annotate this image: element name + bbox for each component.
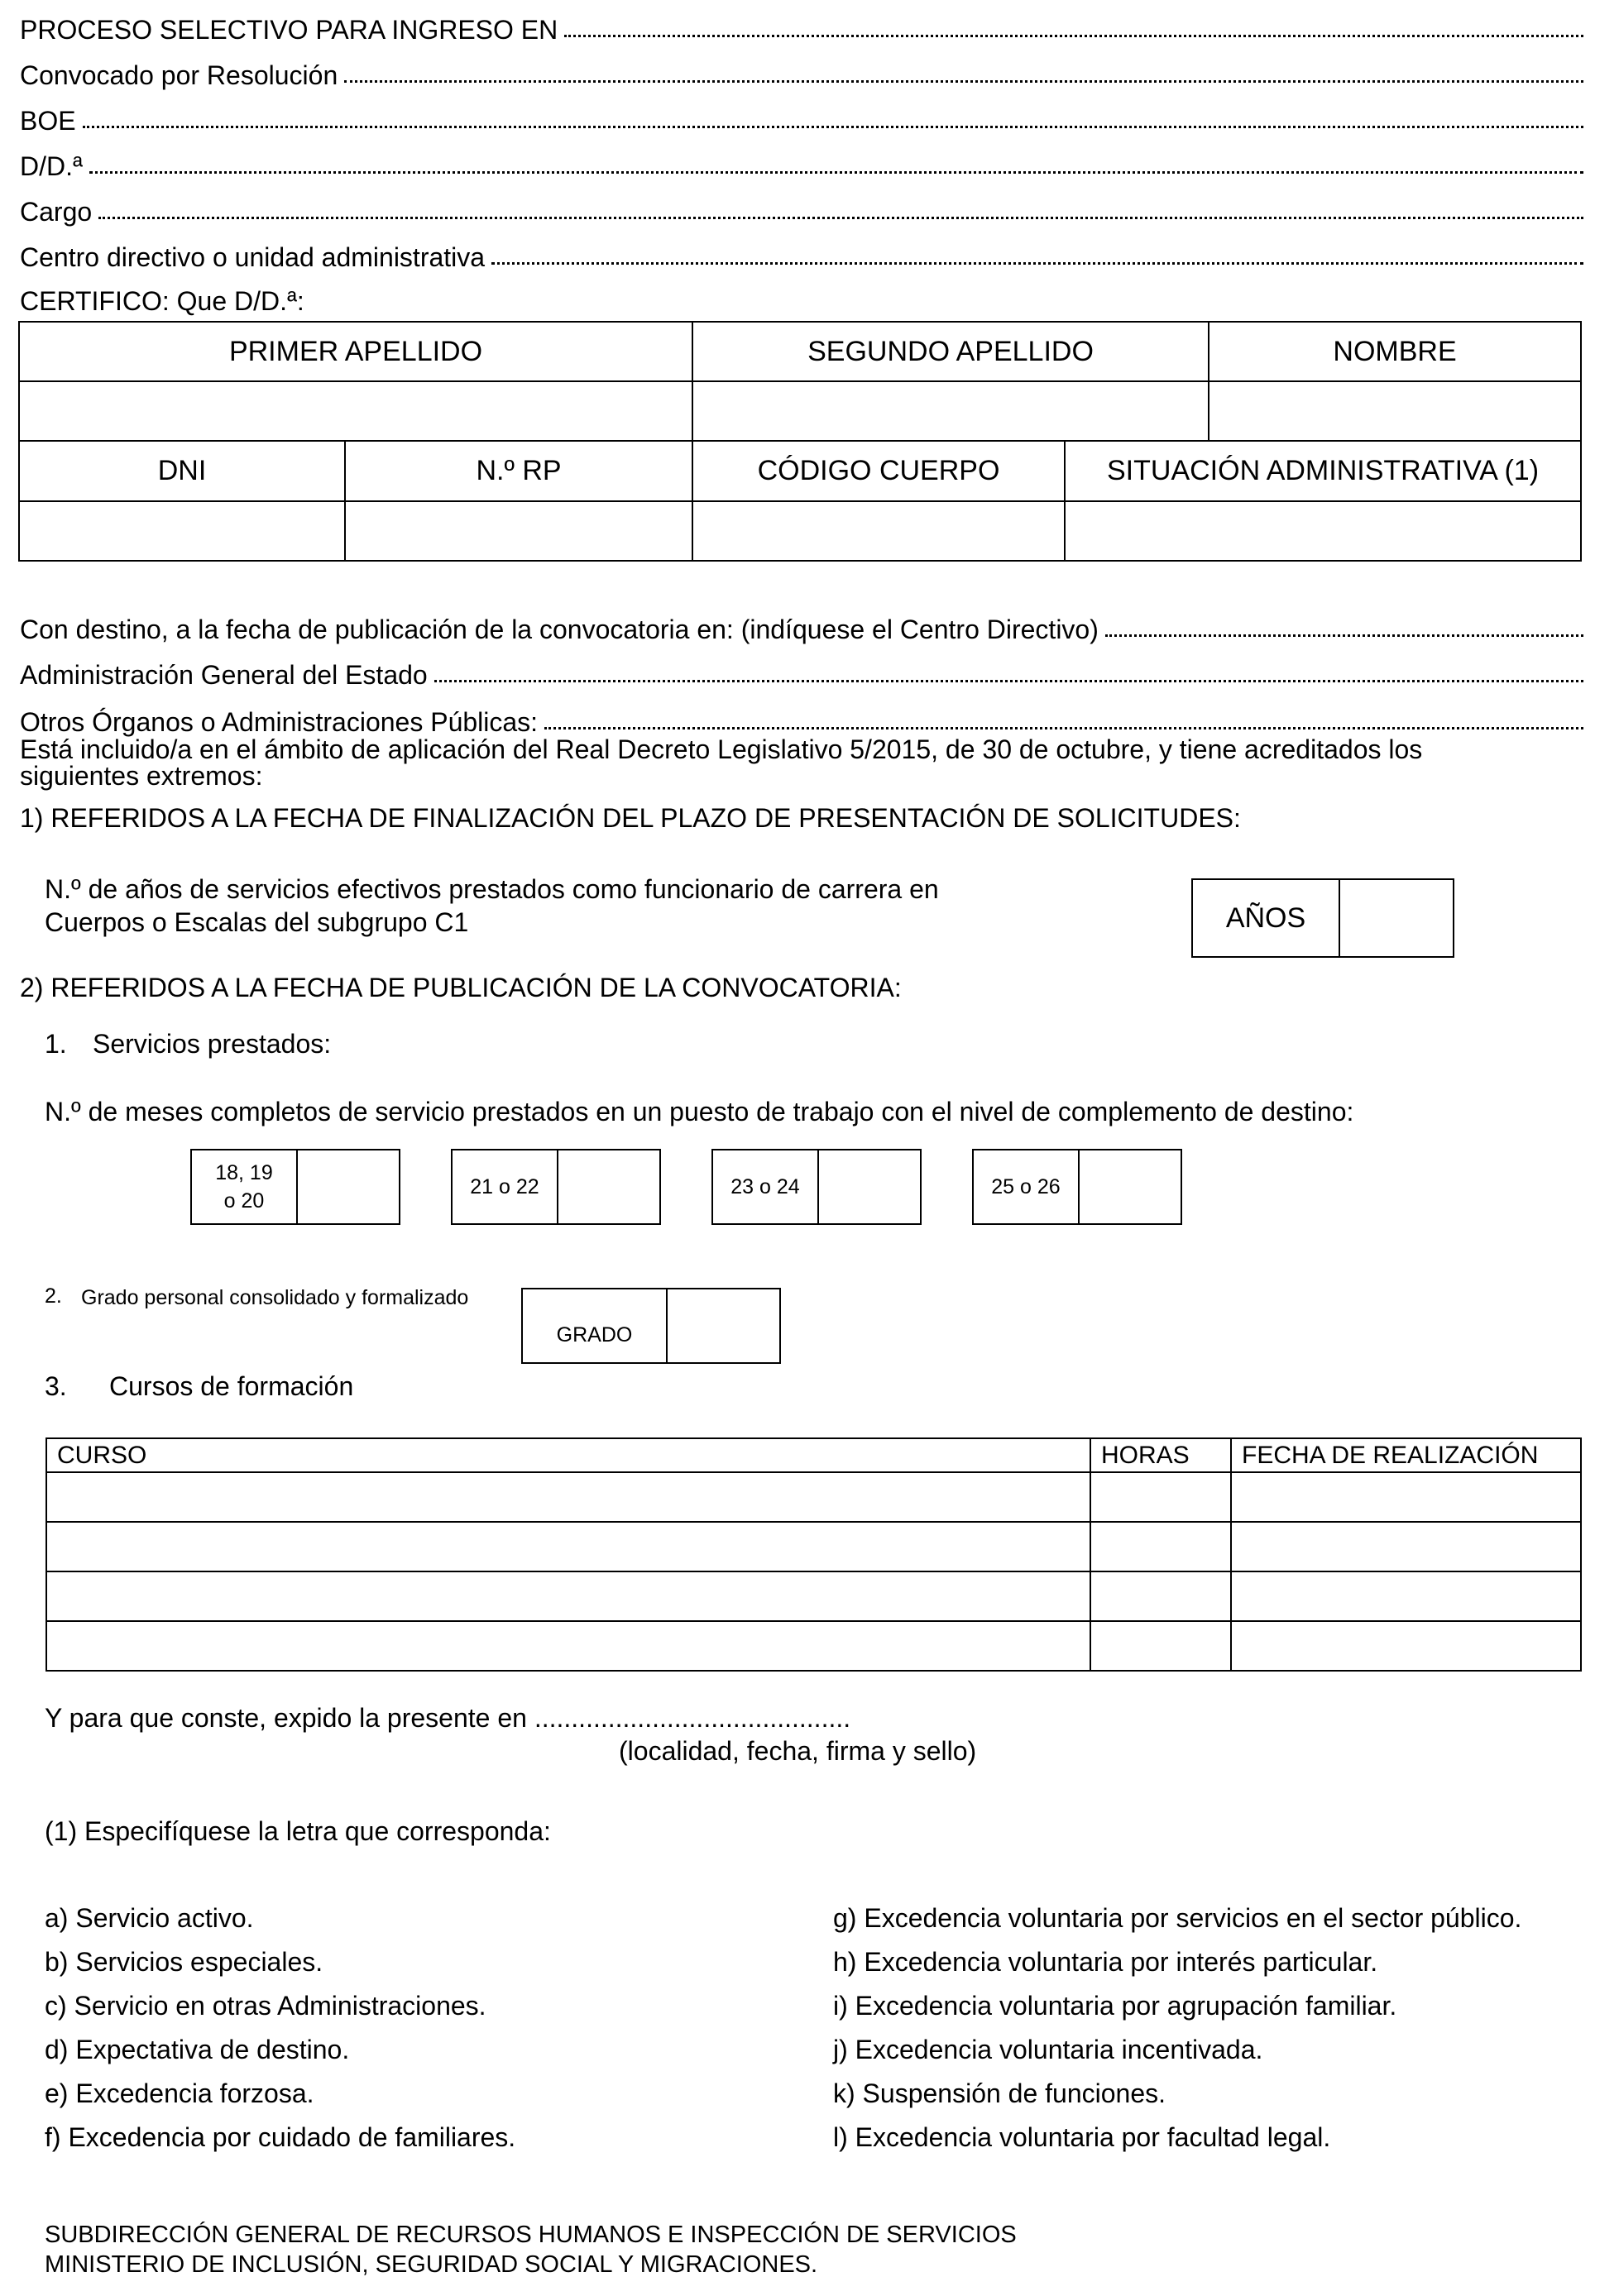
grado-box: [521, 1288, 781, 1364]
course-date-cell[interactable]: [1231, 1621, 1581, 1671]
conste-text: Y para que conste, expido la presente en ...........................................: [45, 1703, 851, 1733]
item2-number: 2.: [45, 1284, 62, 1308]
input-codigo-cuerpo[interactable]: [692, 501, 1065, 561]
header-curso: CURSO: [46, 1438, 1090, 1472]
field-label: Administración General del Estado: [20, 660, 428, 690]
course-date-cell[interactable]: [1231, 1522, 1581, 1571]
course-date-cell[interactable]: [1231, 1571, 1581, 1621]
item3-label: Cursos de formación: [109, 1371, 354, 1401]
field-label: Convocado por Resolución: [20, 60, 338, 90]
level-box-21-22: [451, 1149, 661, 1225]
footer: [45, 2220, 1017, 2279]
item2-label: Grado personal consolidado y formalizado: [81, 1286, 469, 1309]
section1-title: 1) REFERIDOS A LA FECHA DE FINALIZACIÓN DEL PLAZO DE PRESENTACIÓN DE SOLICITUDES:: [20, 803, 1241, 833]
list-item: d) Expectativa de destino.: [45, 2035, 350, 2064]
input-situacion-administrativa[interactable]: [1065, 501, 1581, 561]
incluido-text-line2: siguientes extremos:: [20, 761, 263, 791]
header-primer-apellido: PRIMER APELLIDO: [19, 322, 692, 381]
footer-ministerio: MINISTERIO DE INCLUSIÓN, SEGURIDAD SOCIAL Y MIGRACIONES.: [45, 2251, 818, 2278]
level-label: 21 o 22: [453, 1150, 558, 1223]
course-name-cell[interactable]: [46, 1621, 1090, 1671]
header-situacion-administrativa: SITUACIÓN ADMINISTRATIVA (1): [1065, 441, 1581, 501]
course-hours-cell[interactable]: [1090, 1571, 1231, 1621]
dotted-line: [544, 726, 1583, 729]
course-hours-cell[interactable]: [1090, 1522, 1231, 1571]
list-item: e) Excedencia forzosa.: [45, 2078, 314, 2108]
field-administracion-general[interactable]: [20, 653, 1583, 690]
header-nrp: N.º RP: [345, 441, 692, 501]
list-item: f) Excedencia por cuidado de familiares.: [45, 2122, 516, 2152]
list-item: h) Excedencia voluntaria por interés particular.: [833, 1947, 1378, 1977]
table-row: [46, 1472, 1581, 1522]
input-dni[interactable]: [19, 501, 345, 561]
input-segundo-apellido[interactable]: [692, 381, 1209, 441]
level-label: 23 o 24: [713, 1150, 819, 1223]
dotted-line: [344, 79, 1583, 83]
input-nombre[interactable]: [1209, 381, 1581, 441]
dotted-line: [98, 216, 1583, 219]
level-label-line2: o 20: [223, 1189, 265, 1213]
dotted-line: [491, 261, 1583, 265]
table-row: [46, 1522, 1581, 1571]
certifico-text: CERTIFICO: Que D/D.ª:: [20, 286, 304, 316]
field-label: D/D.ª: [20, 151, 83, 181]
section1-text-line1: N.º de años de servicios efectivos prestados como funcionario de carrera en: [45, 874, 939, 904]
list-item: l) Excedencia voluntaria por facultad legal.: [833, 2122, 1331, 2152]
level-input[interactable]: [1080, 1150, 1181, 1223]
anos-box: [1191, 878, 1454, 958]
field-convocado-resolucion[interactable]: [20, 54, 1583, 90]
list-item: b) Servicios especiales.: [45, 1947, 323, 1977]
courses-table: [46, 1437, 1582, 1672]
field-cargo[interactable]: [20, 190, 1583, 227]
field-boe[interactable]: [20, 99, 1583, 136]
header-segundo-apellido: SEGUNDO APELLIDO: [692, 322, 1209, 381]
header-dni: DNI: [19, 441, 345, 501]
meses-text: N.º de meses completos de servicio prestados en un puesto de trabajo con el nivel de complemento de destino:: [45, 1097, 1354, 1126]
list-item: c) Servicio en otras Administraciones.: [45, 1991, 486, 2021]
grado-label: GRADO: [523, 1289, 668, 1362]
item1-number: 1.: [45, 1029, 67, 1059]
dotted-line: [1105, 634, 1583, 637]
field-label: Con destino, a la fecha de publicación de la convocatoria en: (indíquese el Centro Directivo): [20, 615, 1099, 644]
field-label: PROCESO SELECTIVO PARA INGRESO EN: [20, 15, 558, 45]
course-name-cell[interactable]: [46, 1571, 1090, 1621]
anos-label: AÑOS: [1193, 880, 1340, 956]
situaciones-right-list: [833, 1897, 1521, 2160]
course-hours-cell[interactable]: [1090, 1472, 1231, 1522]
footer-subdireccion: SUBDIRECCIÓN GENERAL DE RECURSOS HUMANOS E INSPECCIÓN DE SERVICIOS: [45, 2222, 1017, 2248]
incluido-text-line1: Está incluido/a en el ámbito de aplicación del Real Decreto Legislativo 5/2015, de 30 de octubre, y tiene acreditados los: [20, 734, 1423, 764]
level-input[interactable]: [298, 1150, 399, 1223]
item1-label: Servicios prestados:: [93, 1029, 332, 1059]
list-item: j) Excedencia voluntaria incentivada.: [833, 2035, 1263, 2064]
dotted-line: [83, 125, 1583, 128]
field-proceso-selectivo[interactable]: [20, 8, 1583, 45]
field-label: Cargo: [20, 197, 93, 227]
field-label: Centro directivo o unidad administrativa: [20, 242, 486, 272]
dotted-line: [564, 34, 1583, 37]
section1-text-line2: Cuerpos o Escalas del subgrupo C1: [45, 907, 469, 937]
field-otros-organos[interactable]: [20, 701, 1583, 737]
anos-input[interactable]: [1340, 880, 1453, 956]
field-dd[interactable]: [20, 145, 1583, 181]
course-date-cell[interactable]: [1231, 1472, 1581, 1522]
list-item: g) Excedencia voluntaria por servicios en el sector público.: [833, 1903, 1522, 1933]
field-con-destino[interactable]: [20, 608, 1583, 644]
header-horas: HORAS: [1090, 1438, 1231, 1472]
dotted-line: [434, 679, 1583, 682]
level-input[interactable]: [558, 1150, 659, 1223]
list-item: a) Servicio activo.: [45, 1903, 254, 1933]
course-name-cell[interactable]: [46, 1522, 1090, 1571]
course-hours-cell[interactable]: [1090, 1621, 1231, 1671]
list-item: k) Suspensión de funciones.: [833, 2078, 1166, 2108]
situaciones-left-list: [45, 1897, 515, 2160]
section2-title: 2) REFERIDOS A LA FECHA DE PUBLICACIÓN DE LA CONVOCATORIA:: [20, 973, 902, 1002]
field-label: BOE: [20, 106, 76, 136]
level-label: 25 o 26: [974, 1150, 1080, 1223]
header-nombre: NOMBRE: [1209, 322, 1581, 381]
level-box-23-24: [711, 1149, 922, 1225]
item3-number: 3.: [45, 1371, 67, 1401]
dotted-line: [89, 170, 1583, 174]
grado-input[interactable]: [668, 1289, 779, 1362]
input-primer-apellido[interactable]: [19, 381, 692, 441]
conste-subtext: (localidad, fecha, firma y sello): [619, 1736, 977, 1766]
level-box-18-20: [190, 1149, 400, 1225]
level-input[interactable]: [819, 1150, 920, 1223]
level-box-25-26: [972, 1149, 1182, 1225]
table-row: [46, 1621, 1581, 1671]
header-codigo-cuerpo: CÓDIGO CUERPO: [692, 441, 1065, 501]
course-name-cell[interactable]: [46, 1472, 1090, 1522]
list-item: i) Excedencia voluntaria por agrupación familiar.: [833, 1991, 1397, 2021]
level-label-line1: 18, 19: [215, 1161, 273, 1184]
personal-data-table: [18, 321, 1582, 562]
input-nrp[interactable]: [345, 501, 692, 561]
field-centro-directivo[interactable]: [20, 236, 1583, 272]
field-label: Otros Órganos o Administraciones Públicas:: [20, 707, 539, 737]
table-row: [46, 1571, 1581, 1621]
header-fecha-realizacion: FECHA DE REALIZACIÓN: [1231, 1438, 1581, 1472]
nota-title: (1) Especifíquese la letra que corresponda:: [45, 1816, 551, 1846]
level-label: [192, 1150, 298, 1223]
